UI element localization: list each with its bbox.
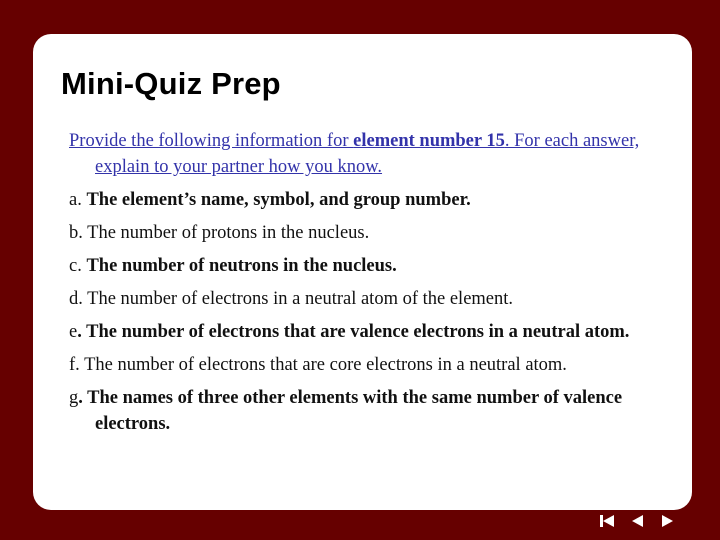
item-text: The element’s name, symbol, and group number. — [86, 190, 471, 210]
item-letter: b. — [69, 223, 83, 243]
slide-body — [69, 128, 689, 444]
intro-text-before: Provide the following information for — [69, 131, 354, 151]
item-text: . The number of electrons that are valence electrons in a neutral atom. — [77, 322, 630, 342]
item-text: The number of neutrons in the nucleus. — [86, 256, 397, 276]
slide-navigation — [600, 514, 674, 528]
slide-card — [33, 34, 692, 510]
question-item-g — [69, 385, 689, 437]
item-text: The number of electrons in a neutral atom of the element. — [87, 289, 514, 309]
question-item-e — [69, 319, 689, 345]
next-triangle-icon[interactable] — [660, 514, 674, 528]
question-item-b — [69, 220, 689, 246]
question-item-d — [69, 286, 689, 312]
item-text: The number of electrons that are core electrons in a neutral atom. — [84, 355, 567, 375]
intro-emphasis: element number 15 — [353, 131, 505, 151]
item-letter: a. — [69, 190, 82, 210]
previous-triangle-icon[interactable] — [630, 514, 644, 528]
slide-title: Mini-Quiz Prep — [61, 66, 281, 101]
item-letter: e — [69, 322, 78, 342]
intro-text-after: . For each answer, explain to your partner how you know. — [95, 131, 640, 177]
item-letter: g — [69, 388, 79, 408]
item-text: . The names of three other elements with the same number of valence electrons. — [78, 388, 623, 434]
question-item-f — [69, 352, 689, 378]
item-letter: f. — [69, 355, 80, 375]
item-letter: c. — [69, 256, 82, 276]
skip-to-start-icon[interactable] — [600, 514, 614, 528]
question-item-c — [69, 253, 689, 279]
question-item-a — [69, 187, 689, 213]
item-letter: d. — [69, 289, 83, 309]
intro-instruction — [69, 128, 689, 180]
item-text: The number of protons in the nucleus. — [87, 223, 370, 243]
